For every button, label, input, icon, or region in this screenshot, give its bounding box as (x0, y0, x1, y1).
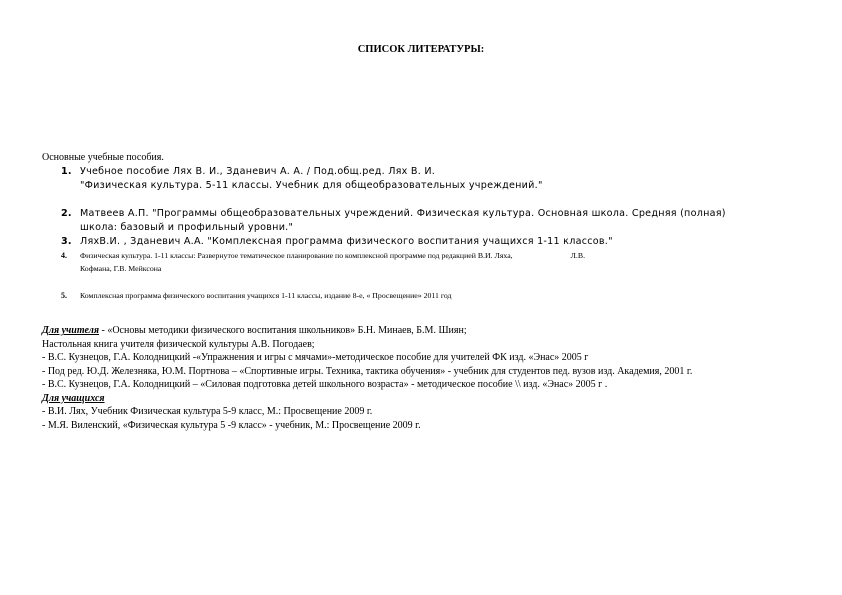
list-item (42, 235, 802, 249)
list-item-text-part: Л.В. (570, 251, 586, 260)
page-title: СПИСОК ЛИТЕРАТУРЫ: (357, 44, 485, 55)
list-item-number: 2. (61, 208, 72, 219)
list-item-text: Учебное пособие Лях В. И., Зданевич А. А. / Под.общ.ред. Лях В. И. (80, 166, 436, 177)
list-item (42, 289, 802, 302)
teacher-line (42, 324, 802, 338)
teacher-line: - Под ред. Ю.Д. Железняка, Ю.М. Портнова – «Спортивные игры. Техника, тактика обучения» - учебник для студентов пед. вузов изд. Академия, 2001 г. (42, 365, 693, 377)
list-item-number: 4. (61, 251, 67, 260)
list-item (42, 207, 802, 235)
teacher-label: Для учителя (42, 325, 99, 336)
list-item (42, 249, 802, 275)
list-item-text-part: Физическая культура. 1-11 классы: Развернутое тематическое планирование по комплексной программе под редакцией В.И. Ляха, (80, 251, 513, 260)
list-item-text: "Физическая культура. 5-11 классы. Учебник для общеобразовательных учреждений." (80, 180, 543, 191)
list-item-number: 5. (61, 291, 67, 300)
list-item-number: 3. (61, 236, 72, 247)
students-label: Для учащихся (42, 392, 105, 404)
students-label-line (42, 392, 802, 406)
list-item-text (80, 249, 802, 262)
list-item-text: школа: базовый и профильный уровни." (80, 222, 294, 233)
teacher-line: - В.С. Кузнецов, Г.А. Колодницкий – «Силовая подготовка детей школьного возраста» - методическое пособие \\ изд. «Энас» 2005 г . (42, 379, 608, 390)
teacher-line: Настольная книга учителя физической культуры А.В. Погодаев; (42, 338, 315, 350)
section-heading: Основные учебные пособия. (42, 152, 164, 163)
students-line: - М.Я. Виленский, «Физическая культура 5 -9 класс» - учебник, М.: Просвещение 2009 г. (42, 419, 421, 431)
list-item-text: Матвеев А.П. "Программы общеобразовательных учреждений. Физическая культура. Основная школа. Средняя (полная) (80, 208, 726, 219)
list-item (42, 165, 802, 193)
teacher-text: - «Основы методики физического воспитания школьников» Б.Н. Минаев, Б.М. Шиян; (98, 325, 467, 336)
students-line: - В.И. Лях, Учебник Физическая культура 5-9 класс, М.: Просвещение 2009 г. (42, 406, 373, 417)
list-item-number: 1. (61, 166, 72, 177)
list-item-text: Кофмана, Г.В. Мейксона (80, 264, 162, 273)
list-item-text: ЛяхВ.И. , Зданевич А.А. "Комплексная программа физического воспитания учащихся 1-11 классов." (80, 236, 613, 247)
resources-section (42, 324, 802, 432)
reference-list (42, 165, 802, 302)
teacher-line: - В.С. Кузнецов, Г.А. Колодницкий -«Упражнения и игры с мячами»-методическое пособие для учителей ФК изд. «Энас» 2005 г (42, 352, 589, 363)
list-item-text: Комплексная программа физического воспитания учащихся 1-11 классы, издание 8-е, « Просвещение» 2011 год (80, 291, 452, 300)
